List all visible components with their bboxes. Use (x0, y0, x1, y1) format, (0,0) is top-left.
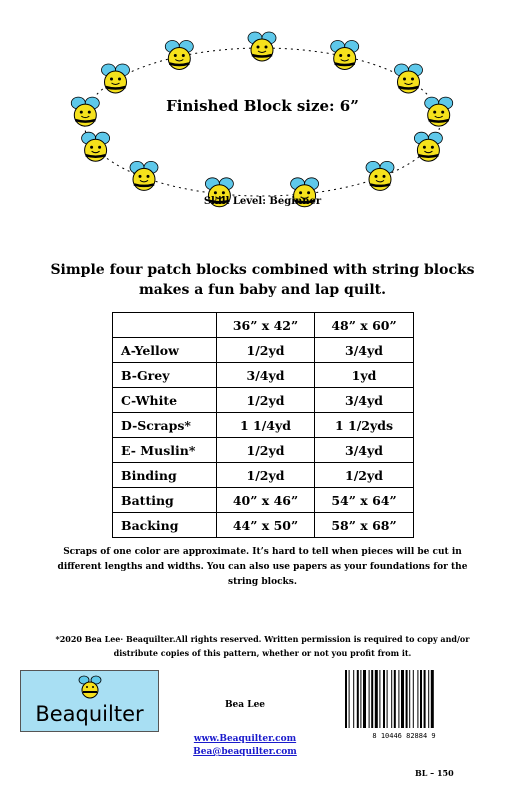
table-cell: E- Muslin* (113, 438, 217, 463)
table-cell: 1/2yd (315, 463, 414, 488)
table-cell: Backing (113, 513, 217, 538)
table-header-cell (113, 313, 217, 338)
barcode-bar (349, 670, 350, 728)
table-cell: C-White (113, 388, 217, 413)
table-cell: D-Scraps* (113, 413, 217, 438)
table-cell: 58” x 68” (315, 513, 414, 538)
barcode-bar (375, 670, 378, 728)
bee-icon (395, 64, 423, 93)
bee-icon (102, 64, 130, 93)
barcode-bar (371, 670, 373, 728)
bee-icon (366, 161, 394, 190)
table-header-cell: 48” x 60” (315, 313, 414, 338)
barcode-digits: 8 10446 82884 9 (372, 732, 436, 740)
table-cell: 44” x 50” (217, 513, 315, 538)
logo-text: Beaquilter (35, 702, 144, 726)
barcode-bar (353, 670, 354, 728)
table-row (113, 413, 414, 438)
table-cell: 1 1/2yds (315, 413, 414, 438)
finished-block-size: Finished Block size: 6” (166, 97, 359, 115)
barcode-bar (431, 670, 434, 728)
scraps-note (30, 545, 495, 590)
pattern-code: BL – 150 (415, 768, 454, 778)
copyright-line-1: *2020 Bea Lee· Beaquilter.All rights reserved. Written permission is required to copy and/or (55, 634, 470, 644)
note-line-3: string blocks. (228, 577, 297, 587)
barcode-bar (417, 670, 418, 728)
table-cell: Batting (113, 488, 217, 513)
bee-wreath (60, 30, 465, 215)
copyright-notice (20, 632, 505, 660)
table-cell: 3/4yd (315, 438, 414, 463)
contact-links (170, 733, 320, 759)
table-row (113, 363, 414, 388)
table-header-row (113, 313, 414, 338)
barcode-bar (357, 670, 359, 728)
table-row (113, 488, 414, 513)
bee-icon (331, 41, 359, 70)
barcode-bar (409, 670, 410, 728)
materials-table (112, 312, 414, 538)
table-cell: A-Yellow (113, 338, 217, 363)
barcode-bar (391, 670, 392, 728)
email-link[interactable]: Bea@beaquilter.com (193, 747, 297, 757)
beaquilter-logo (20, 670, 159, 732)
bee-icon (130, 161, 158, 190)
table-cell: 1/2yd (217, 438, 315, 463)
table-cell: 1yd (315, 363, 414, 388)
intro-text (30, 260, 495, 300)
copyright-line-2: distribute copies of this pattern, whether or not you profit from it. (113, 648, 412, 658)
table-row (113, 513, 414, 538)
barcode-bar (398, 670, 399, 728)
bee-icon (82, 132, 110, 161)
table-cell: 40” x 46” (217, 488, 315, 513)
table-cell: 54” x 64” (315, 488, 414, 513)
table-row (113, 438, 414, 463)
table-cell: B-Grey (113, 363, 217, 388)
barcode-bar (428, 670, 429, 728)
barcode-bar (369, 670, 370, 728)
bee-icon (76, 674, 104, 702)
barcode-bar (406, 670, 408, 728)
table-cell: 1/2yd (217, 463, 315, 488)
table-row (113, 338, 414, 363)
barcode-bar (379, 670, 380, 728)
barcode-icon (342, 670, 467, 740)
barcode-bar (401, 670, 404, 728)
intro-line-2: makes a fun baby and lap quilt. (138, 282, 387, 298)
barcode-bar (383, 670, 385, 728)
author-name: Bea Lee (224, 700, 266, 710)
barcode-bar (363, 670, 366, 728)
barcode-bar (360, 670, 361, 728)
table-cell: 3/4yd (217, 363, 315, 388)
barcode-bar (424, 670, 426, 728)
barcode-bar (413, 670, 414, 728)
barcode-bar (345, 670, 347, 728)
table-header-cell: 36” x 42” (217, 313, 315, 338)
barcode-bar (394, 670, 396, 728)
barcode-bar (387, 670, 388, 728)
bee-icon (248, 32, 276, 61)
note-line-1: Scraps of one color are approximate. It’s hard to tell when pieces will be cut in (63, 547, 462, 557)
barcode-bar (420, 670, 422, 728)
table-cell: 1/2yd (217, 338, 315, 363)
table-cell: 3/4yd (315, 388, 414, 413)
website-link[interactable]: www.Beaquilter.com (193, 734, 297, 744)
bee-icon (165, 41, 193, 70)
intro-line-1: Simple four patch blocks combined with string blocks (50, 262, 475, 278)
table-cell: Binding (113, 463, 217, 488)
table-row (113, 463, 414, 488)
table-cell: 1/2yd (217, 388, 315, 413)
table-cell: 1 1/4yd (217, 413, 315, 438)
table-row (113, 388, 414, 413)
skill-level: Skill Level: Beginner (203, 196, 322, 207)
note-line-2: different lengths and widths. You can also use papers as your foundations for the (57, 562, 468, 572)
table-cell: 3/4yd (315, 338, 414, 363)
